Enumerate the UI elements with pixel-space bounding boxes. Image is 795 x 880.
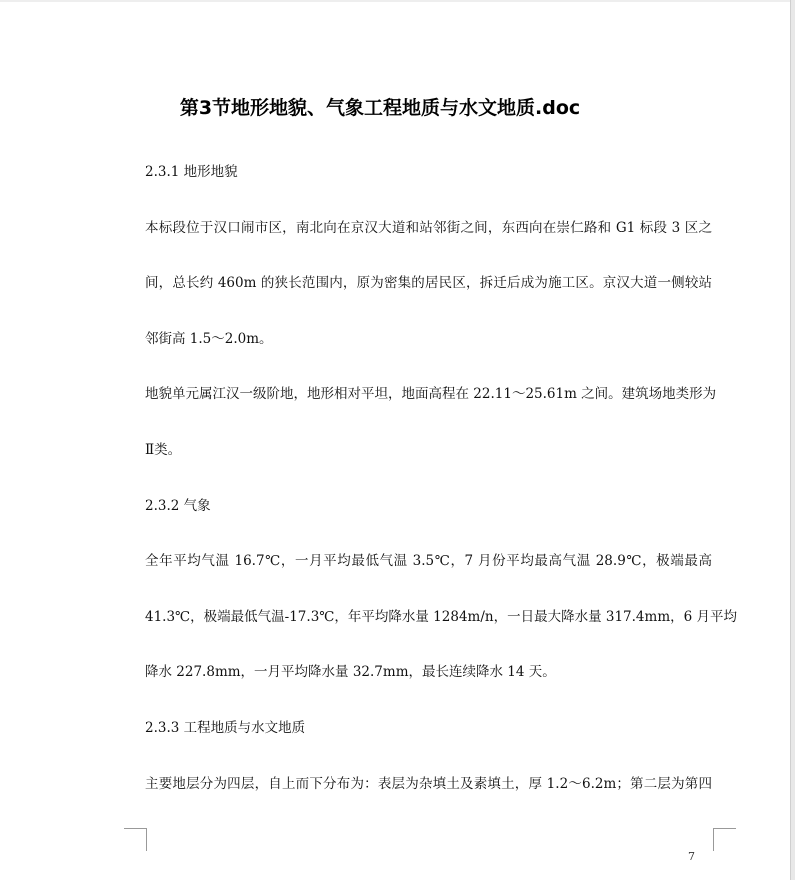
margin-corner-right — [713, 828, 736, 851]
section-heading-2-3-3: 2.3.3 工程地质与水文地质 — [145, 720, 306, 736]
document-title: 第3节地形地貌、气象工程地质与水文地质.doc — [179, 97, 581, 119]
page-number: 7 — [688, 850, 695, 863]
paragraph-line: 41.3℃，极端最低气温-17.3℃，年平均降水量 1284m/n，一日最大降水量 317.4mm，6 月平均 — [145, 609, 737, 625]
paragraph-line: 邻街高 1.5～2.0m。 — [145, 331, 273, 347]
paragraph-line: 主要地层分为四层，自上而下分布为：表层为杂填土及素填土，厚 1.2～6.2m；第二层为第四 — [145, 776, 712, 792]
section-heading-2-3-1: 2.3.1 地形地貌 — [145, 164, 238, 180]
paragraph-line: Ⅱ类。 — [145, 442, 182, 458]
page-right-edge — [790, 0, 795, 880]
page-top-edge — [0, 0, 795, 2]
paragraph-line: 本标段位于汉口闹市区，南北向在京汉大道和站邻街之间，东西向在崇仁路和 G1 标段 3 区之 — [145, 220, 712, 236]
paragraph-line: 全年平均气温 16.7℃，一月平均最低气温 3.5℃，7 月份平均最高气温 28.9℃，极端最高 — [145, 553, 712, 569]
margin-corner-left — [124, 828, 147, 851]
paragraph-line: 地貌单元属江汉一级阶地，地形相对平坦，地面高程在 22.11～25.61m 之间。建筑场地类形为 — [145, 386, 717, 402]
paragraph-line: 间，总长约 460m 的狭长范围内，原为密集的居民区，拆迁后成为施工区。京汉大道一侧较站 — [145, 275, 712, 291]
section-heading-2-3-2: 2.3.2 气象 — [145, 498, 211, 514]
paragraph-line: 降水 227.8mm，一月平均降水量 32.7mm，最长连续降水 14 天。 — [145, 664, 556, 680]
